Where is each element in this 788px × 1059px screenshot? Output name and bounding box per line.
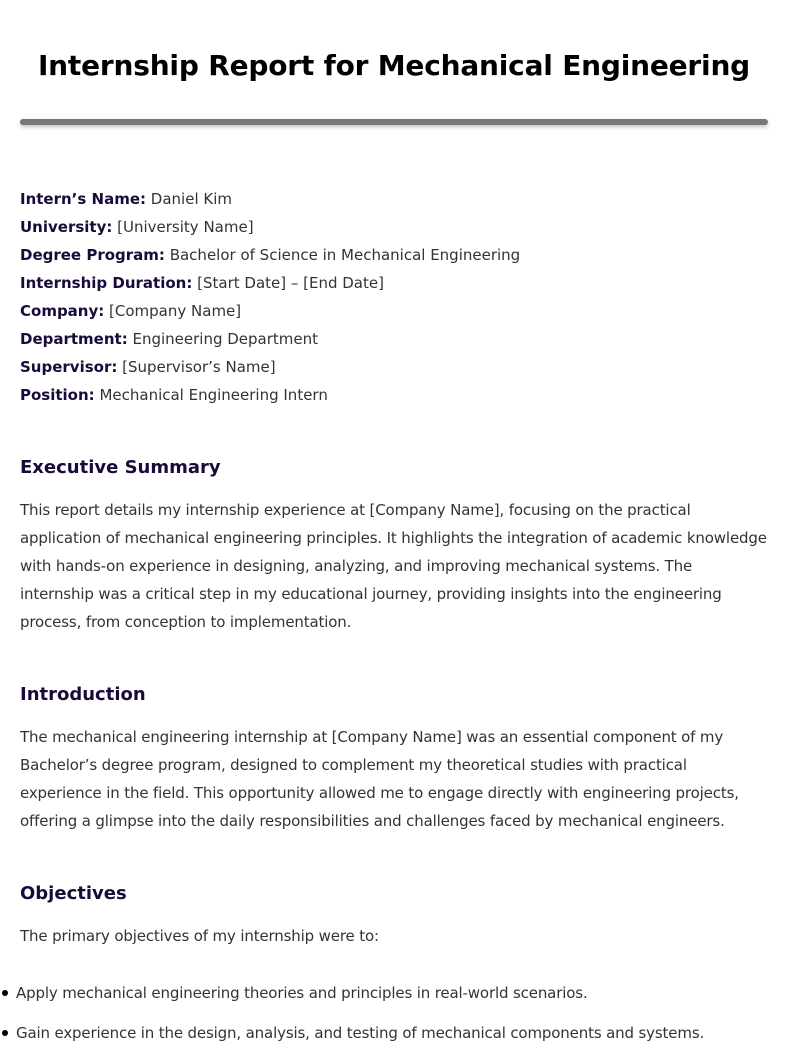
- info-row-university: [20, 213, 768, 241]
- info-label: University:: [20, 218, 113, 236]
- info-value: [Company Name]: [109, 302, 242, 320]
- objectives-heading: Objectives: [20, 883, 127, 904]
- objectives-intro-text: The primary objectives of my internship were to:: [20, 927, 379, 945]
- info-value: [Start Date] – [End Date]: [197, 274, 384, 292]
- info-value: [Supervisor’s Name]: [122, 358, 276, 376]
- list-item-text: Apply mechanical engineering theories and principles in real-world scenarios.: [16, 984, 588, 1002]
- info-row-supervisor: [20, 353, 768, 381]
- info-value: Engineering Department: [132, 330, 319, 348]
- info-label: Intern’s Name:: [20, 190, 147, 208]
- info-row-position: [20, 381, 768, 409]
- info-row-degree-program: [20, 241, 768, 269]
- info-label: Supervisor:: [20, 358, 118, 376]
- info-label: Internship Duration:: [20, 274, 193, 292]
- list-item: [16, 1019, 748, 1047]
- info-row-intern-name: [20, 185, 768, 213]
- bullet-icon: [2, 1030, 8, 1036]
- list-item-text: Gain experience in the design, analysis, and testing of mechanical components and systems.: [16, 1024, 705, 1042]
- objectives-list: [16, 979, 748, 1059]
- list-item: [16, 979, 748, 1007]
- title-divider: [20, 119, 768, 125]
- info-value: Daniel Kim: [150, 190, 232, 208]
- info-value: Mechanical Engineering Intern: [99, 386, 328, 404]
- introduction-text: The mechanical engineering internship at [Company Name] was an essential component of my Bachelor’s degree program, designed to complement my theoretical studies with practical experience in the field. This opportunity allowed me to engage directly with engineering projects, offering a glimpse into the daily responsibilities and challenges faced by mechanical engineers.: [20, 728, 739, 830]
- info-value: Bachelor of Science in Mechanical Engineering: [169, 246, 521, 264]
- introduction-heading: Introduction: [20, 684, 146, 705]
- bullet-icon: [2, 990, 8, 996]
- page-title: Internship Report for Mechanical Engineering: [37, 49, 751, 82]
- info-row-department: [20, 325, 768, 353]
- info-label: Company:: [20, 302, 105, 320]
- intern-info-list: [20, 185, 768, 409]
- info-label: Position:: [20, 386, 95, 404]
- info-row-company: [20, 297, 768, 325]
- executive-summary-text: This report details my internship experience at [Company Name], focusing on the practical application of mechanical engineering principles. It highlights the integration of academic knowledge with hands-on experience in designing, analyzing, and improving mechanical systems. The internship was a critical step in my educational journey, providing insights into the engineering process, from conception to implementation.: [20, 501, 767, 631]
- info-label: Degree Program:: [20, 246, 165, 264]
- info-label: Department:: [20, 330, 128, 348]
- info-value: [University Name]: [117, 218, 254, 236]
- executive-summary-heading: Executive Summary: [20, 457, 221, 478]
- info-row-internship-duration: [20, 269, 768, 297]
